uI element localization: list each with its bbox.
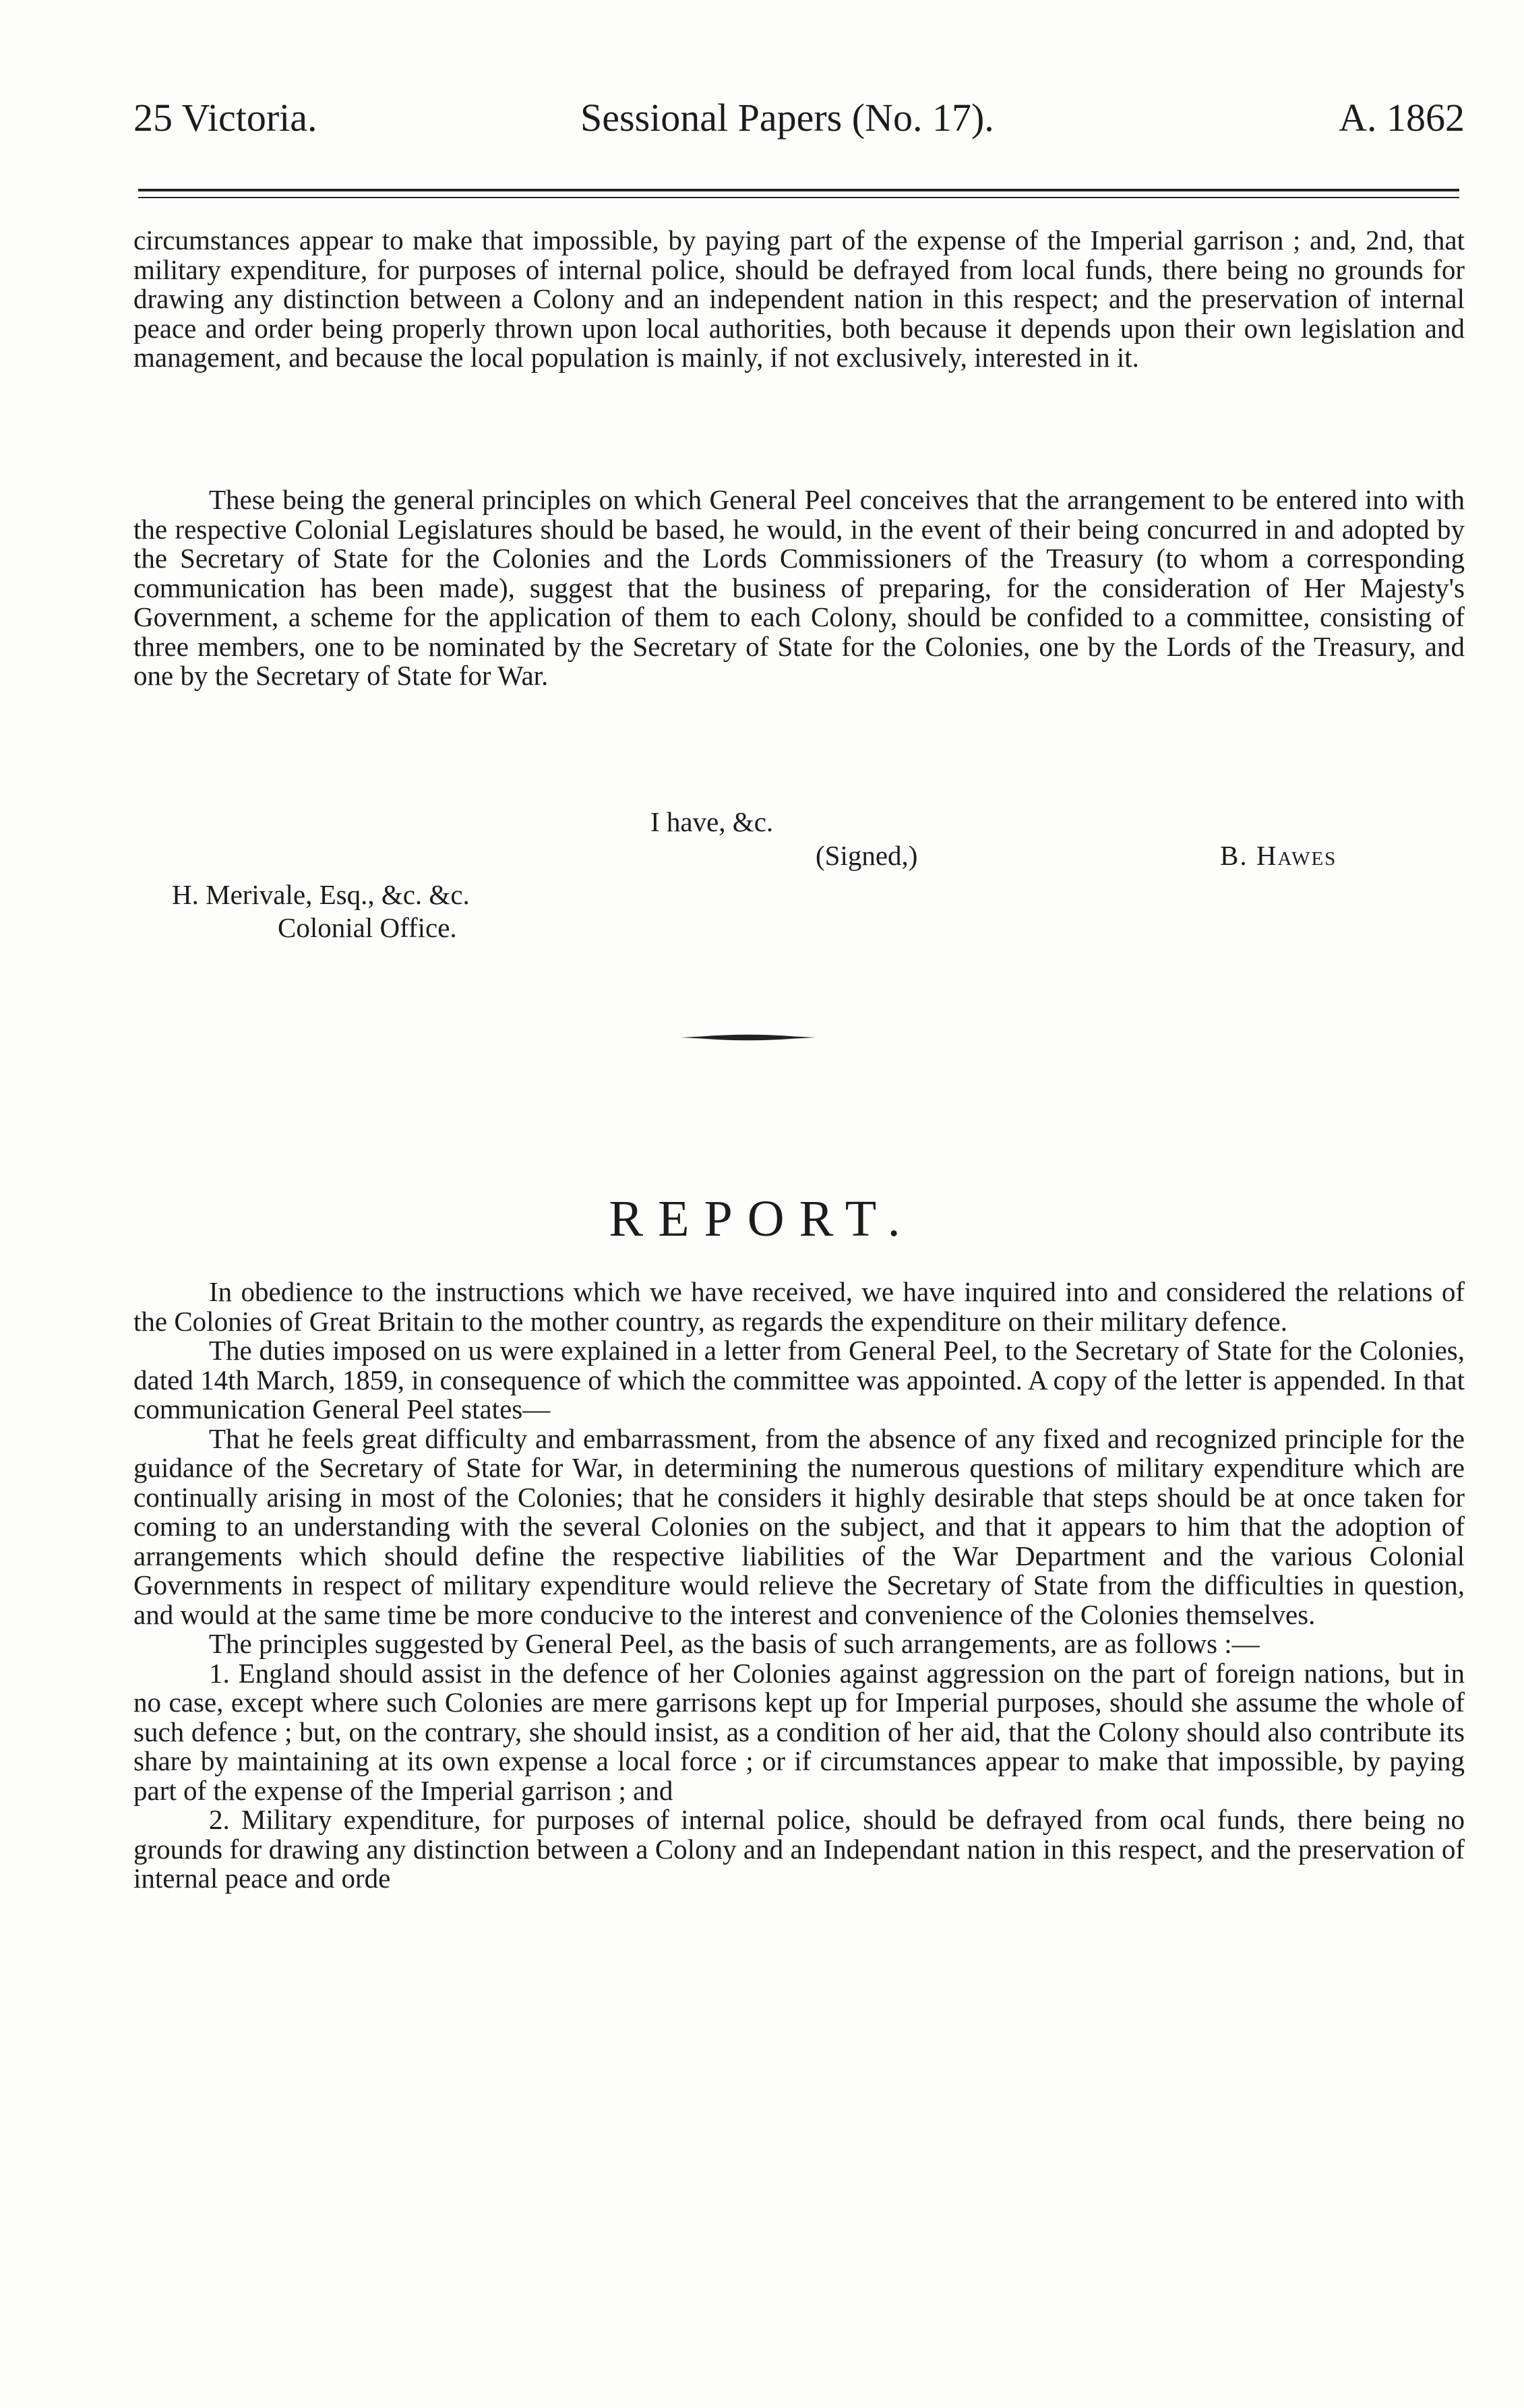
header-year: A. 1862	[1339, 96, 1465, 140]
header-rule-thick	[138, 189, 1459, 191]
report-principle-2: 2. Military expenditure, for purposes of internal police, should be defrayed from ocal funds, there being no grounds for drawing any distinction between a Colony and an Independant nation in this respect, and the preservation of internal peace and orde	[133, 1804, 1465, 1894]
section-divider	[681, 1033, 816, 1042]
letter-addressee-office: Colonial Office.	[278, 912, 457, 943]
report-paragraph: The duties imposed on us were explained in a letter from General Peel, to the Secretary of State for the Colonies, dated 14th March, 1859, in consequence of which the committee was appointed. A copy of the letter is appended. In that communication General Peel states—	[133, 1335, 1465, 1424]
report-principle-1: 1. England should assist in the defence of her Colonies against aggression on the part of foreign nations, but in no case, except where such Colonies are mere garrisons kept up for Imperial purposes, should she assume the whole of such defence ; but, on the contrary, she should insist, as a condition of her aid, that the Colony should also contribute its share by maintaining at its own expense a local force ; or if circumstances appear to make that impossible, by paying part of the expense of the Imperial garrison ; and	[133, 1657, 1465, 1806]
letter-paragraph-1: circumstances appear to make that impossible, by paying part of the expense of the Imperial garrison ; and, 2nd, that military expenditure, for purposes of internal police, should be defrayed from local funds, there being no grounds for drawing any distinction between a Colony and an independent nation in this respect; and the preservation of internal peace and order being properly thrown upon local authorities, both because it depends upon their own legislation and management, and because the local population is mainly, if not exclusively, interested in it.	[133, 224, 1465, 373]
letter-paragraph	[133, 226, 1465, 373]
report-paragraph: The principles suggested by General Peel, as the basis of such arrangements, are as follows :—	[209, 1628, 1260, 1659]
report-title: REPORT.	[609, 1191, 915, 1247]
report-body	[133, 1277, 1465, 1894]
report-paragraph: That he feels great difficulty and embarrassment, from the absence of any fixed and recognized principle for the guidance of the Secretary of State for War, in determining the numerous questions of military expenditure which are continually arising in most of the Colonies; that he considers it highly desirable that steps should be at once taken for coming to an understanding with the several Colonies on the subject, and that it appears to him that the adoption of arrangements which should define the respective liabilities of the War Department and the various Colonial Governments in respect of military expenditure would relieve the Secretary of State from the difficulties in question, and would at the same time be more conducive to the interest and convenience of the Colonies themselves.	[133, 1422, 1465, 1630]
header-rule-thin	[138, 197, 1459, 198]
letter-closing: I have, &c.	[650, 806, 774, 837]
running-header	[133, 91, 1465, 145]
header-sessional-papers: Sessional Papers (No. 17).	[580, 96, 994, 140]
header-session: 25 Victoria.	[133, 96, 317, 140]
letter-signatory: B. Hawes	[1220, 840, 1337, 871]
letter-signed: (Signed,)	[816, 840, 918, 871]
letter-paragraph	[133, 485, 1465, 691]
report-paragraph: In obedience to the instructions which we have received, we have inquired into and considered the relations of the Colonies of Great Britain to the mother country, as regards the expenditure on their military defence.	[133, 1276, 1465, 1337]
letter-addressee: H. Merivale, Esq., &c. &c.	[172, 879, 470, 910]
letter-paragraph-2: These being the general principles on which General Peel conceives that the arrangement to be entered into with the respective Colonial Legislatures should be based, he would, in the event of their being concurred in and adopted by the Secretary of State for the Colonies and the Lords Commissioners of the Treasury (to whom a corresponding communication has been made), suggest that the business of preparing, for the consideration of Her Majesty's Government, a scheme for the application of them to each Colony, should be confided to a committee, consisting of three members, one to be nominated by the Secretary of State for the Colonies, one by the Lords of the Treasury, and one by the Secretary of State for War.	[133, 484, 1465, 691]
